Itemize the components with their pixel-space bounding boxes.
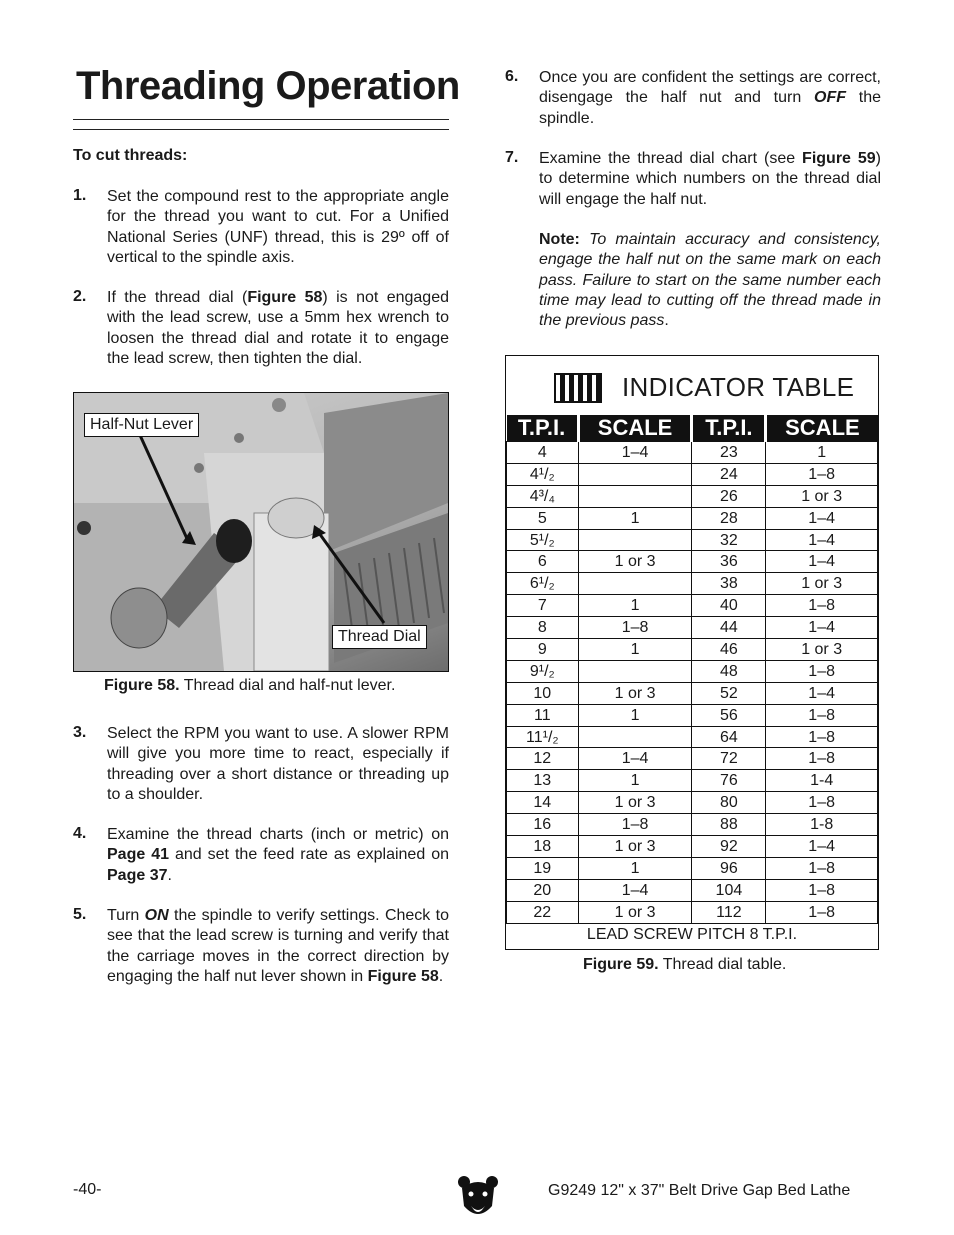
table-cell: 5 <box>507 507 579 529</box>
table-cell: 9¹/₂ <box>507 660 579 682</box>
header-tpi-2: T.P.I. <box>692 415 766 442</box>
step-5-text: Turn ON the spindle to verify settings. Check to see that the lead screw is turning and verify that the carriage moves in the correct direction by engaging the half nut lever shown in Figure 58. <box>107 907 449 985</box>
footer-model-name: G9249 12" x 37" Belt Drive Gap Bed Lathe <box>548 1182 851 1199</box>
table-cell: 1–4 <box>578 879 692 901</box>
table-cell: 1–8 <box>766 879 878 901</box>
table-cell: 104 <box>692 879 766 901</box>
table-cell: 13 <box>507 770 579 792</box>
title-rule-top <box>73 119 449 120</box>
step-7-text: Examine the thread dial chart (see Figure 59) to determine which numbers on the thread dial will engage the half nut. <box>539 150 881 208</box>
table-cell: 1–8 <box>766 857 878 879</box>
title-rule-bottom <box>73 129 449 130</box>
table-cell: 1 <box>578 639 692 661</box>
table-cell: 7 <box>507 595 579 617</box>
table-cell: 24 <box>692 463 766 485</box>
table-cell: 48 <box>692 660 766 682</box>
table-cell: 8 <box>507 617 579 639</box>
table-cell: 20 <box>507 879 579 901</box>
step-3-number: 3. <box>73 724 87 741</box>
table-cell: 1–8 <box>766 726 878 748</box>
table-cell: 1–8 <box>766 704 878 726</box>
table-cell: 1-8 <box>766 814 878 836</box>
table-cell: 36 <box>692 551 766 573</box>
table-cell: 11¹/₂ <box>507 726 579 748</box>
table-cell: 18 <box>507 836 579 858</box>
table-cell: 4 <box>507 442 579 464</box>
table-cell: 1–8 <box>578 814 692 836</box>
table-cell: 1 or 3 <box>766 485 878 507</box>
table-row <box>507 660 878 682</box>
table-cell: 1–4 <box>766 617 878 639</box>
table-cell: 96 <box>692 857 766 879</box>
step-3-text: Select the RPM you want to use. A slower RPM will give you more time to react, especially if threading over a short distance or threading up to a shoulder. <box>107 725 449 803</box>
table-row <box>507 442 878 464</box>
table-cell: 19 <box>507 857 579 879</box>
table-cell <box>578 660 692 682</box>
step-7-number: 7. <box>505 149 519 166</box>
table-cell: 10 <box>507 682 579 704</box>
step-5-number: 5. <box>73 906 87 923</box>
table-row <box>507 639 878 661</box>
table-cell: 6¹/₂ <box>507 573 579 595</box>
table-row <box>507 595 878 617</box>
table-cell: 1 or 3 <box>578 682 692 704</box>
table-cell: 1 <box>578 595 692 617</box>
table-cell: 38 <box>692 573 766 595</box>
table-cell <box>578 485 692 507</box>
table-cell: 22 <box>507 901 579 923</box>
note-paragraph: Note: To maintain accuracy and consistency, engage the half nut on the same mark on each pass. Failure to start on the same number each time may lead to cutting off the thread made in the previous pass. <box>539 231 881 330</box>
table-row <box>507 836 878 858</box>
table-cell: 56 <box>692 704 766 726</box>
figure-59-caption: Figure 59. Thread dial table. <box>583 956 787 973</box>
figure-58-photo <box>73 392 449 672</box>
step-6-number: 6. <box>505 68 519 85</box>
table-cell: 72 <box>692 748 766 770</box>
table-cell: 52 <box>692 682 766 704</box>
table-cell: 1 or 3 <box>578 551 692 573</box>
table-cell: 46 <box>692 639 766 661</box>
indicator-table <box>506 415 878 924</box>
table-cell: 32 <box>692 529 766 551</box>
table-cell: 1–8 <box>766 595 878 617</box>
table-cell: 92 <box>692 836 766 858</box>
table-cell: 1-4 <box>766 770 878 792</box>
table-row <box>507 857 878 879</box>
table-cell: 1–4 <box>766 836 878 858</box>
table-cell: 1–8 <box>766 660 878 682</box>
table-cell <box>578 463 692 485</box>
table-cell: 1 <box>578 507 692 529</box>
step-2-text: If the thread dial (Figure 58) is not engaged with the lead screw, use a 5mm hex wrench to loosen the thread dial and rotate it to engage the lead screw, then tighten the dial. <box>107 289 450 367</box>
table-cell: 1 <box>578 857 692 879</box>
table-cell: 16 <box>507 814 579 836</box>
table-row <box>507 901 878 923</box>
figure-58-caption: Figure 58. Thread dial and half-nut lever. <box>104 677 396 694</box>
table-row <box>507 814 878 836</box>
table-cell: 1–8 <box>766 901 878 923</box>
table-cell: 5¹/₂ <box>507 529 579 551</box>
table-row <box>507 704 878 726</box>
table-cell: 40 <box>692 595 766 617</box>
table-cell: 1–4 <box>578 748 692 770</box>
header-scale-2: SCALE <box>766 415 878 442</box>
thread-dial-icon <box>554 372 602 404</box>
table-cell: 1–8 <box>578 617 692 639</box>
table-cell: 1–4 <box>766 529 878 551</box>
table-cell: 1 <box>766 442 878 464</box>
table-row <box>507 485 878 507</box>
table-row <box>507 792 878 814</box>
table-cell: 4¹/₂ <box>507 463 579 485</box>
table-cell: 1 or 3 <box>578 836 692 858</box>
table-cell: 4³/₄ <box>507 485 579 507</box>
table-cell: 1–8 <box>766 792 878 814</box>
table-cell: 1–8 <box>766 748 878 770</box>
table-row <box>507 748 878 770</box>
header-tpi-1: T.P.I. <box>507 415 579 442</box>
table-cell: 80 <box>692 792 766 814</box>
table-cell: 12 <box>507 748 579 770</box>
table-cell: 1 or 3 <box>578 901 692 923</box>
table-cell: 1–4 <box>766 682 878 704</box>
table-cell: 1 or 3 <box>766 573 878 595</box>
table-cell <box>578 529 692 551</box>
table-cell: 6 <box>507 551 579 573</box>
table-row <box>507 879 878 901</box>
table-row <box>507 617 878 639</box>
indicator-table-header-row <box>507 415 878 442</box>
table-cell: 76 <box>692 770 766 792</box>
table-cell: 112 <box>692 901 766 923</box>
table-cell: 9 <box>507 639 579 661</box>
step-6-text: Once you are confident the settings are correct, disengage the half nut and turn OFF the spindle. <box>539 69 882 127</box>
table-cell: 1 or 3 <box>766 639 878 661</box>
bear-head-logo-icon <box>458 1174 498 1222</box>
section-subhead: To cut threads: <box>73 147 188 164</box>
table-row <box>507 682 878 704</box>
step-4-text: Examine the thread charts (inch or metric) on Page 41 and set the feed rate as explained on Page 37. <box>107 826 450 884</box>
step-2-number: 2. <box>73 288 87 305</box>
callout-half-nut-lever: Half-Nut Lever <box>84 413 199 437</box>
table-cell <box>578 726 692 748</box>
table-cell: 88 <box>692 814 766 836</box>
indicator-table-title: INDICATOR TABLE <box>622 372 855 402</box>
page-number: -40- <box>73 1181 102 1198</box>
header-scale-1: SCALE <box>578 415 692 442</box>
step-1-number: 1. <box>73 187 87 204</box>
step-1-text: Set the compound rest to the appropriate angle for the thread you want to cut. For a Unified National Series (UNF) thread, this is 29º off of vertical to the spindle axis. <box>107 188 449 266</box>
table-cell: 23 <box>692 442 766 464</box>
table-cell: 26 <box>692 485 766 507</box>
table-row <box>507 551 878 573</box>
page-title: Threading Operation <box>76 64 460 108</box>
table-row <box>507 529 878 551</box>
table-cell: 1–4 <box>766 551 878 573</box>
table-cell: 1–8 <box>766 463 878 485</box>
table-cell: 1–4 <box>766 507 878 529</box>
table-cell <box>578 573 692 595</box>
table-cell: 1 or 3 <box>578 792 692 814</box>
table-cell: 28 <box>692 507 766 529</box>
table-cell: 44 <box>692 617 766 639</box>
table-cell: 1–4 <box>578 442 692 464</box>
table-cell: 14 <box>507 792 579 814</box>
table-cell: 1 <box>578 770 692 792</box>
callout-thread-dial: Thread Dial <box>332 625 427 649</box>
table-row <box>507 507 878 529</box>
step-4-number: 4. <box>73 825 87 842</box>
table-row <box>507 573 878 595</box>
table-cell: 11 <box>507 704 579 726</box>
lead-screw-pitch-note: LEAD SCREW PITCH 8 T.P.I. <box>586 926 798 943</box>
table-row <box>507 463 878 485</box>
table-row <box>507 770 878 792</box>
table-row <box>507 726 878 748</box>
table-cell: 64 <box>692 726 766 748</box>
table-cell: 1 <box>578 704 692 726</box>
